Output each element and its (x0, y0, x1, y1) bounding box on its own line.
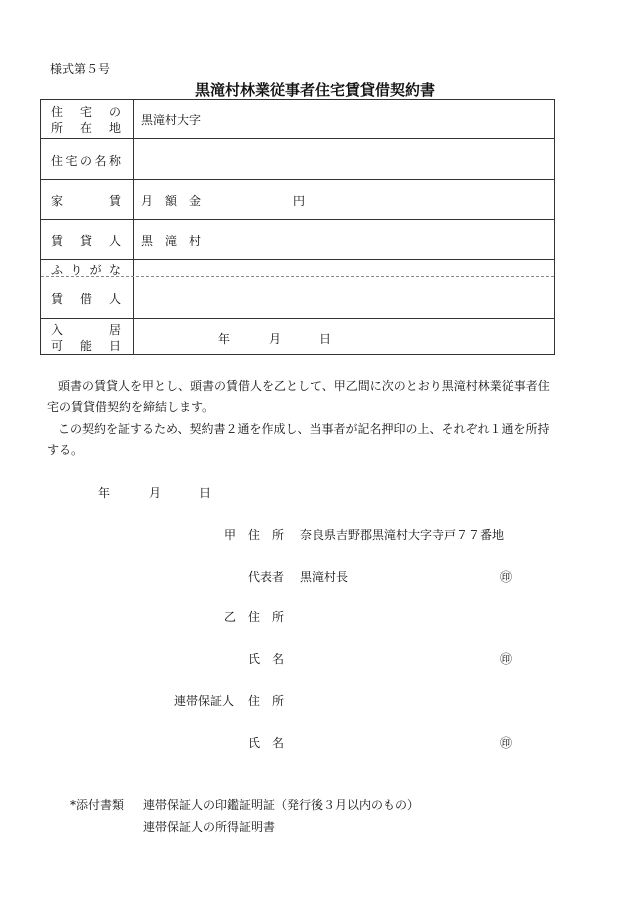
party-otsu-name-label: 氏 名 (248, 652, 285, 666)
location-label-line1: 住 宅 の (51, 105, 121, 119)
lessee-label-cell (41, 277, 134, 318)
party-otsu-label: 乙 (224, 610, 237, 624)
party-ko-address: 奈良県吉野郡黒滝村大字寺戸７７番地 (300, 528, 505, 542)
document-title: 黒滝村林業従事者住宅賃貸借契約書 (194, 81, 435, 99)
house-name-label: 住宅の名称 (51, 154, 121, 168)
rent-label: 家 賃 (51, 194, 121, 208)
guarantor-name-label: 氏 名 (248, 736, 285, 750)
rent-label-cell (41, 180, 134, 219)
para2-line1: この契約を証するため、契約書２通を作成し、当事者が記名押印の上、それぞれ１通を所持 (58, 422, 550, 436)
attachments-label: *添付書類 (70, 798, 125, 812)
form-number: 様式第５号 (50, 62, 111, 76)
movein-year: 年 (218, 332, 231, 346)
date-day: 日 (199, 486, 212, 500)
seal-otsu: ㊞ (500, 652, 513, 666)
seal-guarantor: ㊞ (500, 736, 513, 750)
para1-line1: 頭書の賃貸人を甲とし、頭書の賃借人を乙として、甲乙間に次のとおり黒滝村林業従事者住 (58, 379, 550, 393)
guarantor-label: 連帯保証人 (174, 694, 235, 708)
row-lessor (41, 220, 554, 260)
row-furigana (41, 260, 554, 277)
para2-line2: する。 (47, 443, 84, 457)
date-month: 月 (149, 486, 162, 500)
furigana-label: ふりがな (51, 263, 121, 277)
party-ko-label: 甲 (224, 528, 237, 542)
attachment-item-2: 連帯保証人の所得証明書 (143, 820, 276, 834)
attachment-item-1: 連帯保証人の印鑑証明証（発行後３月以内のもの） (143, 798, 420, 812)
guarantor-address-label: 住 所 (248, 694, 285, 708)
party-ko-address-label: 住 所 (248, 528, 285, 542)
row-house-name (41, 139, 554, 180)
para1-line2: 宅の賃貸借契約を締結します。 (47, 400, 215, 414)
row-movein (41, 319, 554, 355)
movein-day: 日 (319, 332, 332, 346)
lessee-label: 賃 借 人 (51, 292, 121, 306)
movein-month: 月 (269, 332, 282, 346)
lessor-label-cell (41, 220, 134, 259)
furigana-label-cell (41, 260, 134, 276)
movein-label-line2: 可 能 日 (51, 339, 121, 353)
representative-value: 黒滝村長 (300, 570, 349, 584)
location-label-line2: 所 在 地 (51, 121, 121, 135)
movein-label-line1: 入 居 (51, 323, 121, 337)
row-location (41, 100, 554, 139)
row-lessee (41, 277, 554, 319)
seal-ko: ㊞ (500, 570, 513, 584)
location-value: 黒滝村大字 (141, 113, 202, 127)
location-label (41, 100, 134, 138)
party-otsu-address-label: 住 所 (248, 610, 285, 624)
movein-label-cell (41, 319, 134, 355)
row-rent (41, 180, 554, 220)
rent-monthly-amount: 月 額 金 (141, 194, 202, 208)
lessor-value: 黒 滝 村 (141, 234, 202, 248)
contract-table (40, 99, 555, 355)
house-name-label-cell (41, 139, 134, 179)
date-year: 年 (98, 486, 111, 500)
representative-label: 代表者 (248, 570, 285, 584)
lessor-label: 賃 貸 人 (51, 234, 121, 248)
rent-yen: 円 (293, 194, 306, 208)
